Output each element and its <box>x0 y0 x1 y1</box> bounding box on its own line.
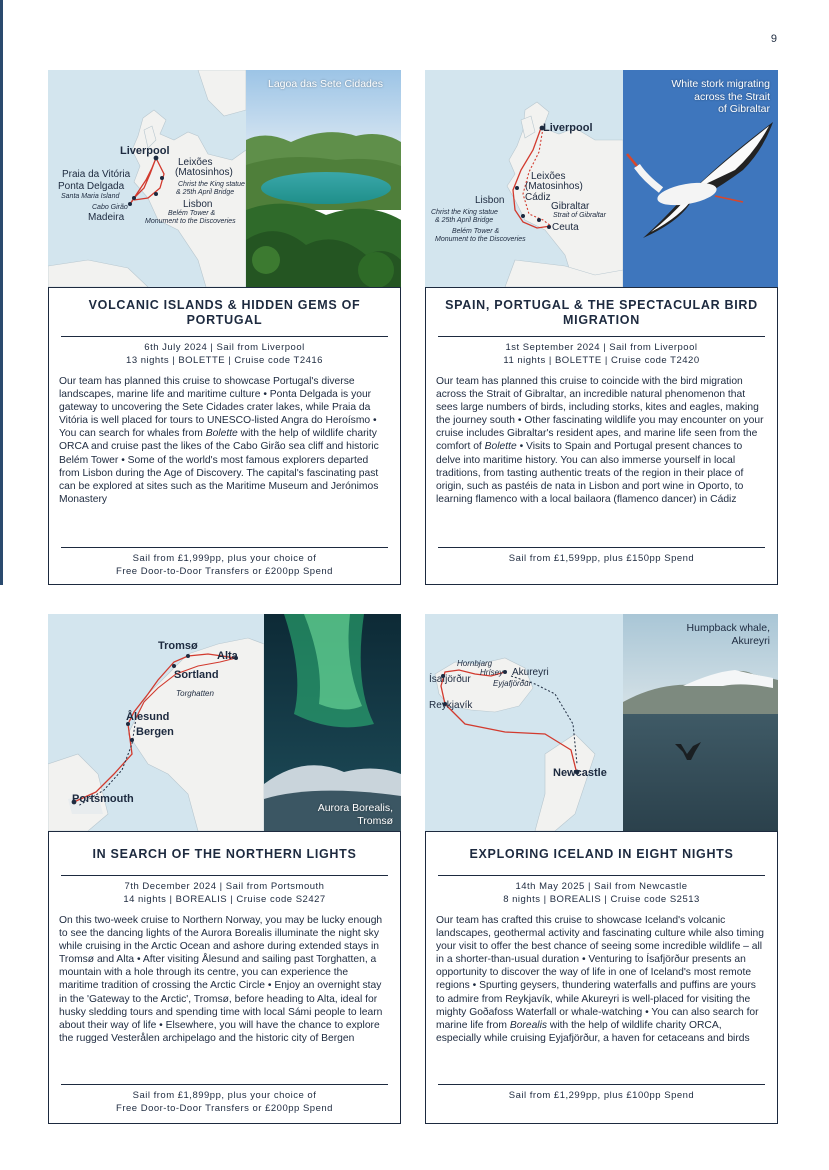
cruise-info-box <box>425 287 778 585</box>
photo-aurora <box>264 614 401 831</box>
map-label: & 25th April Bridge <box>176 189 235 196</box>
cruise-description <box>59 375 390 541</box>
map-label: Ísafjörður <box>429 674 471 685</box>
map-label-madeira: Madeira <box>88 212 125 223</box>
cruise-description <box>59 914 390 1078</box>
map-label: Monument to the Discoveries <box>435 236 526 243</box>
description-text: Our team has crafted this cruise to showcase Iceland's volcanic landscapes, geothermal activity and fascinating culture while also timing your visit to offer the best chance of seeing some incredible wildlife – all in a shorter-than-usual duration • Venturing to Ísafjörður presents an opportunity to discover the way of life in one of Iceland's most remote regions • Spurting geysers, thundering waterfalls and puffins are yours to admire from Reykjavík, while Akureyri is well-placed for visiting the mighty Goðafoss Waterfall or whale-watching • You can also search for marine life from <box>436 915 764 1031</box>
port-dot <box>172 664 176 668</box>
route-map <box>425 70 623 287</box>
price-line: Sail from £1,899pp, plus your choice of <box>132 1090 317 1101</box>
map-label: Ceuta <box>552 222 579 233</box>
cruise-meta <box>426 876 777 910</box>
price-line: Sail from £1,599pp, plus £150pp Spend <box>508 553 695 564</box>
photo-caption: Lagoa das Sete Cidades <box>267 78 383 90</box>
map-label-liverpool: Liverpool <box>120 145 170 157</box>
port-dot <box>547 225 551 229</box>
map-label-lisbon: Lisbon <box>183 199 213 210</box>
caption-line: Tromsø <box>357 814 393 827</box>
map-label-tromso: Tromsø <box>158 640 198 652</box>
map-label: Christ the King statue <box>178 181 245 188</box>
map-label: Ponta Delgada <box>58 181 125 192</box>
map-label: Cádiz <box>525 192 551 203</box>
map-label: Belém Tower & <box>168 210 216 217</box>
port-dot <box>186 654 190 658</box>
cruise-nights-ship-code: 11 nights | BOLETTE | Cruise code T2420 <box>503 354 700 366</box>
map-label-alta: Alta <box>217 650 238 662</box>
port-dot <box>515 186 519 190</box>
route-map <box>425 614 623 831</box>
port-dot <box>537 218 541 222</box>
cruise-date-port: 6th July 2024 | Sail from Liverpool <box>144 342 305 353</box>
map-label: Monument to the Discoveries <box>145 218 236 225</box>
cruise-info-box <box>425 831 778 1124</box>
cruise-nights-ship-code: 13 nights | BOLETTE | Cruise code T2416 <box>126 354 323 366</box>
cruise-price <box>49 1085 400 1119</box>
cruise-date-port: 1st September 2024 | Sail from Liverpool <box>505 342 698 353</box>
description-text: On this two-week cruise to Northern Norway, you may be lucky enough to see the dancing lights of the Aurora Borealis illuminate the night sky while cruising in the Arctic Ocean and ashore during extended stays in Tromsø and Alta • After visiting Ålesund and sailing past Torghatten, a mountain with a hole through its centre, you can experience the maritime tradition of crossing the Arctic Circle • Enjoy an overnight stay in the 'Gateway to the Arctic', Tromsø, before heading to Alta, ideal for husky sledding tours and spending time with local Sámi people to learn about their way of life • Elsewhere, you will have the chance to explore the rugged Vesterålen archipelago and the historic city of Bergen <box>59 915 383 1044</box>
map-label-newcastle: Newcastle <box>553 767 607 779</box>
photo-caption <box>318 802 393 827</box>
port-dot <box>132 196 136 200</box>
price-line: Sail from £1,999pp, plus your choice of <box>132 553 317 564</box>
map-label: Santa Maria Island <box>61 193 120 200</box>
cruise-date-port: 14th May 2025 | Sail from Newcastle <box>515 881 688 892</box>
card-media <box>425 70 778 287</box>
caption-line: Humpback whale, <box>686 622 770 634</box>
card-media <box>425 614 778 831</box>
cruise-title: IN SEARCH OF THE NORTHERN LIGHTS <box>92 847 357 861</box>
description-text: with the help of wildlife charity ORCA and cruise past the likes of the Cabo Girão sea cliff and historic Belém Tower • Some of the world's most famous explorers departed from Lisbon during the Age of Discovery. The capital's fascinating past can be explored at sites such as the Maritime Museum and Jerónimos Monastery <box>59 428 379 505</box>
cruise-title: EXPLORING ICELAND IN EIGHT NIGHTS <box>469 847 734 861</box>
caption-line: across the Strait <box>694 90 770 103</box>
page-number: 9 <box>770 33 777 45</box>
cruise-price <box>426 1085 777 1107</box>
map-label: Christ the King statue <box>431 209 498 216</box>
cruise-date-port: 7th December 2024 | Sail from Portsmouth <box>124 881 325 892</box>
cruise-info-box <box>48 831 401 1124</box>
price-line: Free Door-to-Door Transfers or £200pp Spend <box>116 565 333 577</box>
cruise-description <box>436 375 767 541</box>
map-label: (Matosinhos) <box>175 167 233 178</box>
cruise-nights-ship-code: 14 nights | BOREALIS | Cruise code S2427 <box>123 893 326 905</box>
card-media <box>48 70 401 287</box>
map-label: Akureyri <box>512 667 549 678</box>
ship-name: Bolette <box>205 428 238 440</box>
photo-caption <box>671 78 770 116</box>
caption-line: of Gibraltar <box>718 103 770 115</box>
map-label: Praia da Vitória <box>62 169 131 180</box>
map-label: Hornbjarg <box>457 659 493 668</box>
description-text: Our team has planned this cruise to showcase Portugal's diverse landscapes, marine life and maritime culture • Ponta Delgada is your gateway to uncovering the Sete Cidades crater lakes, while Praia da Vitória is well placed for tours to UNESCO-listed Angra do Heroísmo • You can search for whales from <box>59 376 377 440</box>
port-dot <box>154 192 158 196</box>
ship-name: Borealis <box>509 1019 548 1031</box>
map-label: Bergen <box>136 726 174 738</box>
cruise-meta <box>49 337 400 371</box>
map-label: Cabo Girão <box>92 204 128 211</box>
caption-line: Aurora Borealis, <box>317 802 393 814</box>
photo-crater-lake <box>246 70 401 287</box>
cruise-price <box>426 548 777 570</box>
map-label: & 25th April Bridge <box>435 217 494 224</box>
map-label-portsmouth: Portsmouth <box>72 793 134 805</box>
caption-line: White stork migrating <box>671 78 770 90</box>
price-line: Free Door-to-Door Transfers or £200pp Spend <box>116 1102 333 1114</box>
map-label: Ålesund <box>126 711 170 723</box>
route-map <box>48 70 246 287</box>
map-label: Leixões <box>178 157 213 168</box>
map-label: Reykjavík <box>429 700 473 711</box>
map-label: (Matosinhos) <box>525 181 583 192</box>
cruise-price <box>49 548 400 582</box>
map-label: Torghatten <box>176 689 214 698</box>
map-label: Gibraltar <box>551 201 590 212</box>
cruise-info-box <box>48 287 401 585</box>
price-line: Sail from £1,299pp, plus £100pp Spend <box>508 1090 695 1101</box>
port-dot <box>503 670 507 674</box>
cruise-description <box>436 914 767 1078</box>
port-dot <box>130 738 134 742</box>
map-label-lisbon: Lisbon <box>475 195 505 206</box>
cruise-nights-ship-code: 8 nights | BOREALIS | Cruise code S2513 <box>503 893 700 905</box>
photo-white-stork <box>623 70 778 287</box>
description-text: Our team has planned this cruise to coincide with the bird migration across the Strait of Gibraltar, an incredible natural phenomenon that sees large numbers of birds, including storks, kites and eagles, making the journey south • Other fascinating wildlife you may encounter on your cruise includes Gibraltar's resident apes, and marine life seen from the comfort of <box>436 376 764 453</box>
map-label: Belém Tower & <box>452 228 500 235</box>
map-label: Strait of Gibraltar <box>553 212 606 219</box>
page-edge-strip <box>0 0 3 585</box>
caption-line: Akureyri <box>731 634 770 647</box>
map-label: Eyjafjörður <box>493 679 532 688</box>
description-text: with the help of wildlife charity ORCA, especially while cruising Eyjafjörður, a haven for cetaceans and birds <box>436 1019 750 1044</box>
cruise-title: VOLCANIC ISLANDS & HIDDEN GEMS OF PORTUGAL <box>88 298 361 327</box>
photo-humpback-whale <box>623 614 778 831</box>
port-dot <box>521 214 525 218</box>
ship-name: Bolette <box>484 441 517 453</box>
card-media <box>48 614 401 831</box>
description-text: • Visits to Spain and Portugal present chances to delve into maritime history. You can also immerse yourself in local traditions, from tasting authentic treats of the region in their place of origin, such as pastéis de nata in Lisbon and port wine in Oporto, to learning flamenco with a local bailaora (flamenco dancer) in Cádiz <box>436 441 744 505</box>
cruise-meta <box>426 337 777 371</box>
map-label: Hrísey <box>480 668 504 677</box>
map-label: Leixões <box>531 171 566 182</box>
port-dot <box>160 176 164 180</box>
route-map <box>48 614 264 831</box>
map-label-liverpool: Liverpool <box>543 122 593 134</box>
port-dot <box>128 202 132 206</box>
map-label: Sortland <box>174 669 219 681</box>
cruise-meta <box>49 876 400 910</box>
cruise-title: SPAIN, PORTUGAL & THE SPECTACULAR BIRD MIGRATION <box>445 298 758 327</box>
photo-caption <box>687 622 770 647</box>
